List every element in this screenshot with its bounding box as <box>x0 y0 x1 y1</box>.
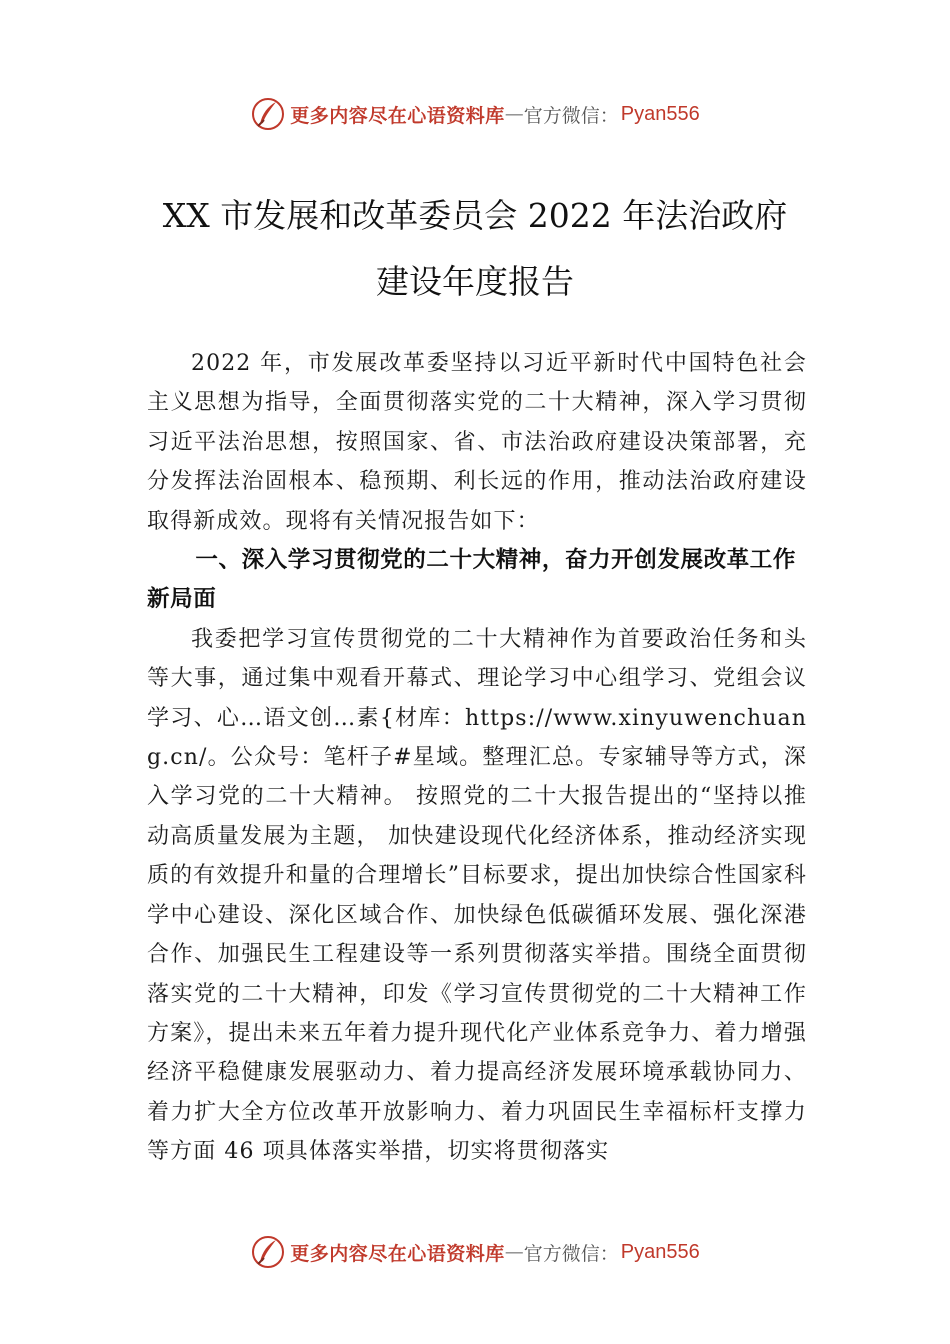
banner-brand: 更多内容尽在心语资料库 <box>290 104 505 127</box>
title-line-2: 建设年度报告 <box>376 262 574 301</box>
banner-brand: 更多内容尽在心语资料库 <box>290 1242 505 1265</box>
banner-wechat-label: 官方微信： <box>523 1242 619 1265</box>
document-title <box>110 183 840 315</box>
banner-separator: — <box>504 103 524 125</box>
paragraph-section-1: 我委把学习宣传贯彻党的二十大精神作为首要政治任务和头等大事，通过集中观看开幕式、理论学习中心组学习、党组会议学习、心…语文创…素{材库：https://www.xinyuwenchuang.cn/。公众号：笔杆子#星域。整理汇总。专家辅导等方式，深入学习党的二十大精神。 按照党的二十大报告提出的“坚持以推动高质量发展为主题， 加快建设现代化经济体系，推动经济实现质的有效提升和量的合理增长”目标要求，提出加快综合性国家科学中心建设、深化区域合作、加快绿色低碳循环发展、强化深港合作、加强民生工程建设等一系列贯彻落实举措。围绕全面贯彻落实党的二十大精神，印发《学习宣传贯彻党的二十大精神工作方案》，提出未来五年着力提升现代化产业体系竞争力、着力增强经济平稳健康发展驱动力、着力提高经济发展环境承载协同力、着力扩大全方位改革开放影响力、着力巩固民生幸福标杆支撑力等方面 46 项具体落实举措，切实将贯彻落实 <box>147 626 807 1165</box>
header-banner <box>0 94 950 134</box>
document-body <box>147 344 807 1172</box>
title-line-1: XX 市发展和改革委员会 2022 年法治政府 <box>162 196 788 235</box>
banner-wechat-id: Pyan556 <box>620 102 700 125</box>
feather-quill-icon <box>250 96 286 132</box>
paragraph-intro: 2022 年，市发展改革委坚持以习近平新时代中国特色社会主义思想为指导，全面贯彻落实党的二十大精神，深入学习贯彻习近平法治思想，按照国家、省、市法治政府建设决策部署，充分发挥法治固根本、稳预期、利长远的作用，推动法治政府建设取得新成效。现将有关情况报告如下： <box>147 351 807 534</box>
banner-wechat-id: Pyan556 <box>620 1240 700 1263</box>
feather-quill-icon <box>250 1234 286 1270</box>
footer-banner <box>0 1232 950 1272</box>
section-heading-1: 一、深入学习贯彻党的二十大精神，奋力开创发展改革工作新局面 <box>147 547 796 613</box>
banner-separator: — <box>504 1241 524 1263</box>
banner-wechat-label: 官方微信： <box>523 104 619 127</box>
